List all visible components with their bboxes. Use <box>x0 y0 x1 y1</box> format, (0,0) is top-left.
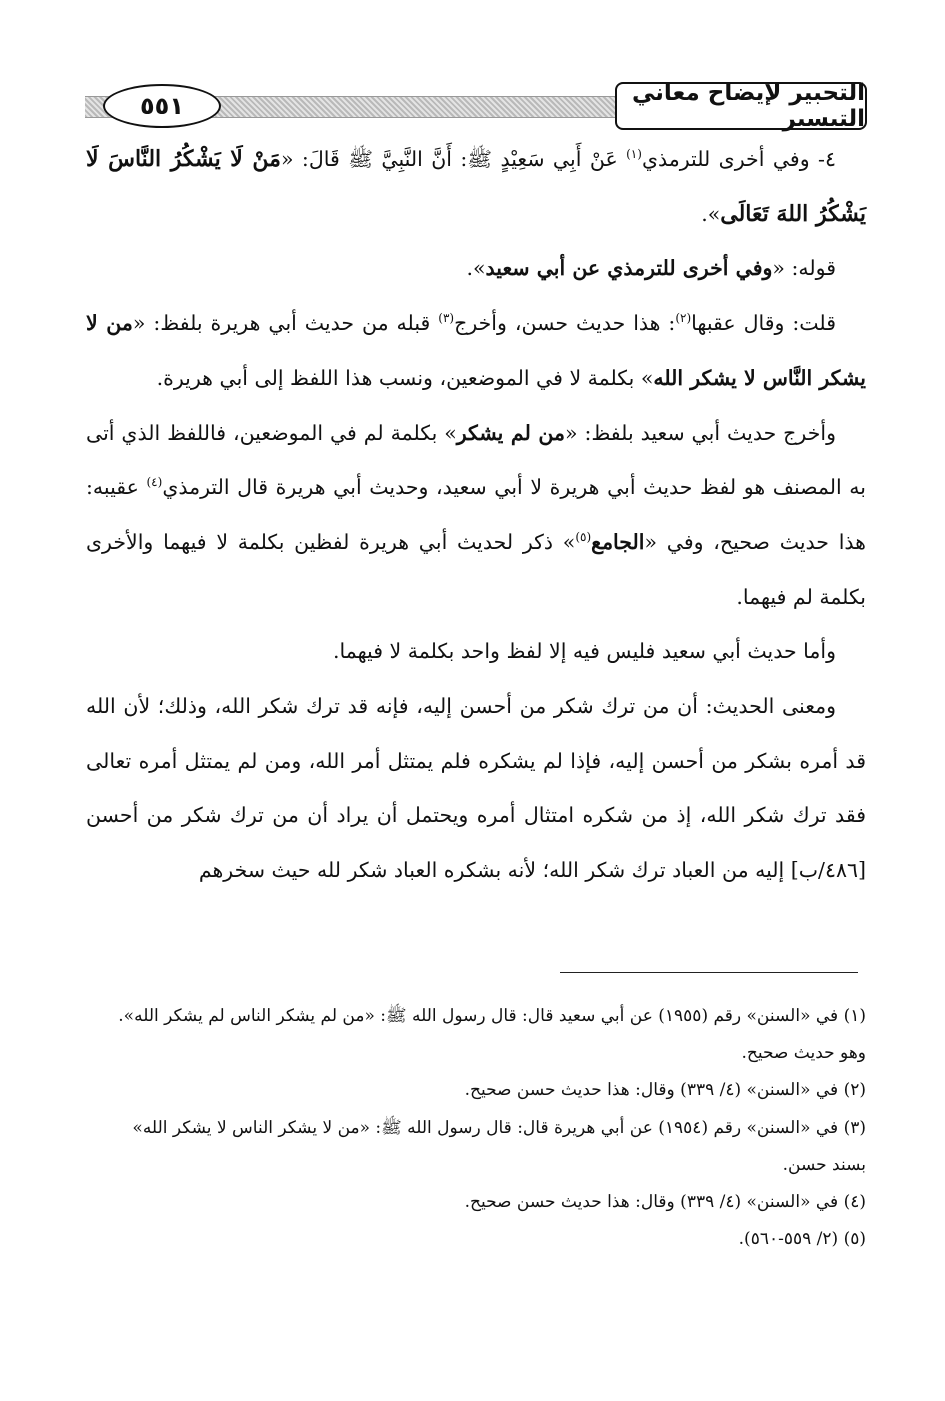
quoted-phrase: الجامع <box>591 529 645 554</box>
commentary-paragraph: ومعنى الحديث: أن من ترك شكر من أحسن إليه، فإنه قد ترك شكر الله، وذلك؛ لأن الله قد أمره بشكر من أحسن إليه، فإذا لم يشكره فلم يمتثل أمر الله، ومن لم يمتثل أمره تعالى فقد ترك شكر الله، إذ من شكره امتثال أمره ويحتمل أن يراد أن من ترك شكر من أحسن [٤٨٦/ب] إليه من العباد ترك شكر الله؛ لأنه بشكره العباد شكر لله حيث سخرهم <box>86 694 866 883</box>
footnote-ref-2: (٢) <box>675 311 692 326</box>
running-header <box>85 80 867 132</box>
book-title: التحبير لإيضاح معاني التيسير <box>615 82 867 130</box>
text-span: ». <box>466 256 486 281</box>
text-span: قبله من حديث أبي هريرة بلفظ: « <box>132 311 439 336</box>
footnote: (٣) في «السنن» رقم (١٩٥٤) عن أبي هريرة قال: قال رسول الله ﷺ: «من لا يشكر الناس لا يشكر الله» <box>132 1117 866 1138</box>
text-span: ». <box>701 201 721 226</box>
text-span: » بكلمة لم في الموضعين، فاللفظ الذي أتى به المصنف هو لفظ حديث أبي هريرة لا أبي سعيد، وحديث أبي هريرة قال الترمذي <box>86 420 867 500</box>
footnote: بسند حسن. <box>782 1154 866 1175</box>
quoted-phrase: من لا يشكر النَّاس لا يشكر الله <box>86 311 866 390</box>
text-span: قوله: « <box>772 256 836 281</box>
footnote-ref-3: (٣) <box>438 311 455 326</box>
text-span: : هذا حديث حسن، وأخرج <box>454 311 676 336</box>
footnote: (٢) في «السنن» (٤/ ٣٣٩) وقال: هذا حديث حسن صحيح. <box>464 1080 866 1101</box>
text-span: وأخرج حديث أبي سعيد بلفظ: « <box>564 420 836 445</box>
quoted-phrase: من لم يشكر <box>456 420 565 445</box>
commentary-paragraph <box>86 296 866 405</box>
footnote-separator <box>560 972 858 973</box>
footnote: وهو حديث صحيح. <box>741 1043 866 1064</box>
text-span: عقيبه: هذا حديث صحيح، وفي « <box>86 475 866 554</box>
hadith-paragraph <box>86 132 866 241</box>
footnote: (٥) (٢/ ٥٥٩-٥٦٠). <box>738 1229 866 1250</box>
text-span: عَنْ أَبِي سَعِيْدٍ ﷺ: أَنَّ النَّبِيَّ ﷺ قَالَ: « <box>280 147 627 171</box>
text-span: ٤- وفي أخرى للترمذي <box>641 147 836 171</box>
text-span: قلت: وقال عقبها <box>691 311 836 336</box>
text-span: » بكلمة لا في الموضعين، ونسب هذا اللفظ إلى أبي هريرة. <box>156 365 654 390</box>
commentary-paragraph <box>86 406 866 625</box>
footnote-ref-5: (٥) <box>575 530 592 545</box>
quoted-phrase: وفي أخرى للترمذي عن أبي سعيد <box>485 256 773 281</box>
footnote-ref-1: (١) <box>626 147 642 162</box>
footnotes <box>86 998 866 1258</box>
commentary-paragraph <box>86 241 866 296</box>
page-number: ٥٥١ <box>103 84 221 128</box>
footnote: (١) في «السنن» رقم (١٩٥٥) عن أبي سعيد قال: قال رسول الله ﷺ: «من لم يشكر الناس لم يشكر الله». <box>118 1006 866 1026</box>
main-text <box>86 132 866 898</box>
footnote-ref-4: (٤) <box>146 475 163 490</box>
text-span: » ذكر لحديث أبي هريرة لفظين بكلمة لا فيهما والأخرى بكلمة لم فيهما. <box>86 529 866 609</box>
footnote: (٤) في «السنن» (٤/ ٣٣٩) وقال: هذا حديث حسن صحيح. <box>464 1192 866 1213</box>
hadith-text: مَنْ لَا يَشْكُرُ النَّاسَ لَا يَشْكُرُ اللهَ تَعَالَى <box>86 146 866 227</box>
commentary-paragraph: وأما حديث أبي سعيد فليس فيه إلا لفظ واحد بكلمة لا فيهما. <box>332 639 836 664</box>
